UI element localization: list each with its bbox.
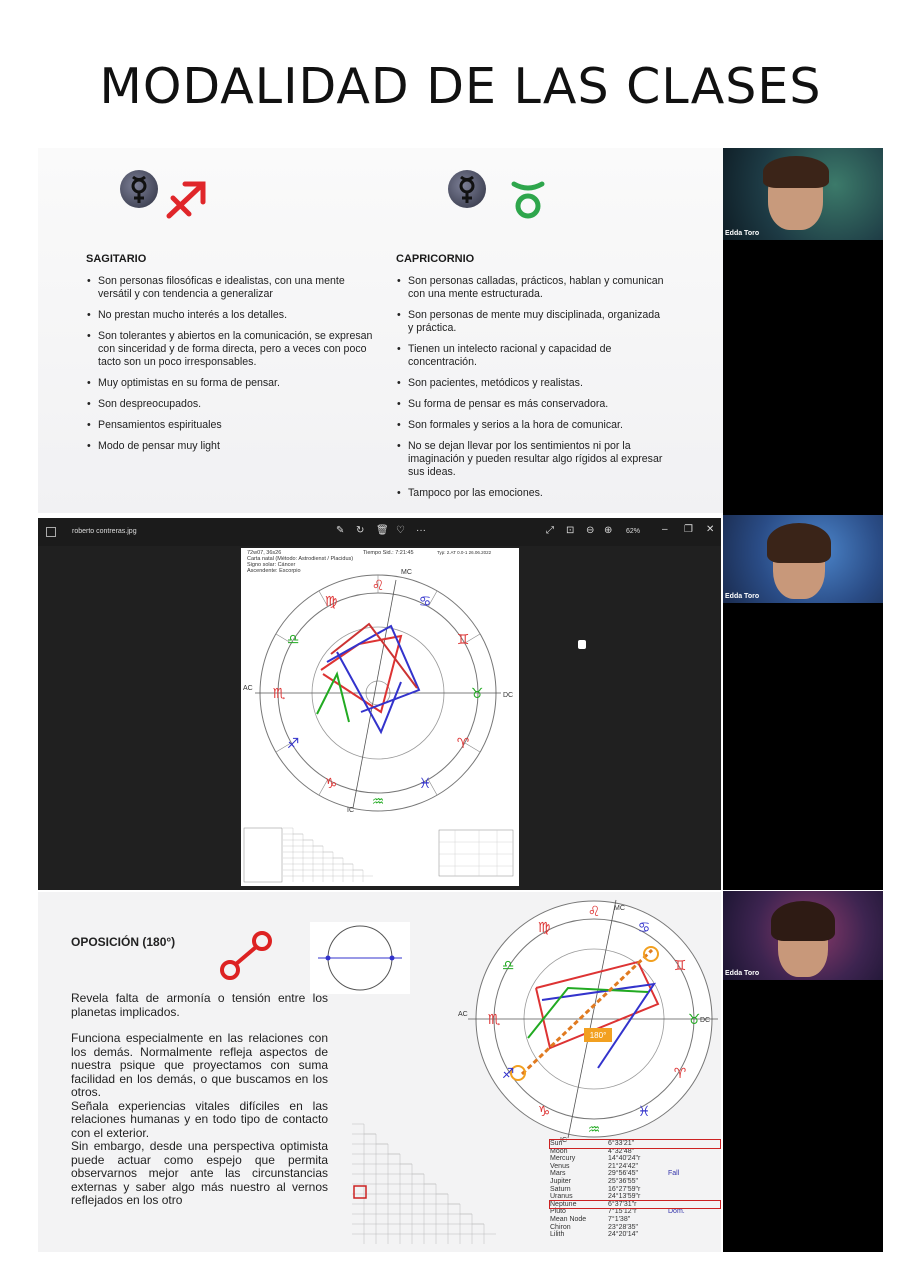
planet-name: Mean Node xyxy=(550,1215,587,1223)
video-area-empty xyxy=(723,603,883,890)
participant-hair xyxy=(767,523,831,563)
list-item: • Son personas calladas, prácticos, hablan y comunican con una mente estructurada. xyxy=(408,275,666,301)
video-area-empty xyxy=(723,980,883,1252)
planet-name: Mars xyxy=(550,1170,566,1178)
zoom-in-icon[interactable]: ⊕ xyxy=(604,525,613,536)
mc-label: MC xyxy=(401,569,412,576)
planet-name: Jupiter xyxy=(550,1177,572,1185)
svg-text:♑: ♑ xyxy=(537,1104,551,1120)
svg-text:♍: ♍ xyxy=(537,920,551,936)
planet-name: Chiron xyxy=(550,1223,571,1231)
svg-text:♉: ♉ xyxy=(687,1012,701,1028)
svg-text:♋: ♋ xyxy=(418,594,432,610)
svg-text:♈: ♈ xyxy=(456,736,470,752)
planet-pos: 6°37'31"r xyxy=(608,1200,637,1208)
ac-label: AC xyxy=(458,1011,468,1018)
list-item: • No se dejan llevar por los sentimientos ni por la imaginación y pueden resultar algo rígidos al expresar sus ideas. xyxy=(408,440,666,479)
planet-pos: 24°20'14" xyxy=(608,1231,638,1239)
planet-pos: 7°1'38" xyxy=(608,1215,631,1223)
chart-type: Typ: 2.AT 0.0-1 26.06.2022 xyxy=(437,550,492,555)
list-item: • Son pacientes, metódicos y realistas. xyxy=(408,377,666,390)
planet-name: Sun xyxy=(550,1140,563,1147)
dc-label: DC xyxy=(503,692,514,699)
paragraph: Revela falta de armonía o tensión entre los planetas implicados. xyxy=(71,991,328,1019)
svg-text:♌: ♌ xyxy=(371,578,385,594)
mercury-icon xyxy=(120,170,158,208)
time-label: Tiempo Sid.: xyxy=(363,550,394,556)
table-row xyxy=(550,1231,720,1239)
svg-text:♉: ♉ xyxy=(470,686,484,702)
table-row xyxy=(550,1155,720,1163)
planet-name: Venus xyxy=(550,1162,570,1170)
planet-pos: 21°24'42" xyxy=(608,1162,638,1170)
planet-note: Fall xyxy=(668,1170,680,1178)
svg-text:♒: ♒ xyxy=(371,794,385,810)
sagittarius-heading: SAGITARIO xyxy=(86,253,147,265)
opposition-diagram xyxy=(310,922,410,994)
opposition-icon xyxy=(218,930,274,982)
planet-pos: 16°27'59"r xyxy=(608,1185,641,1193)
planet-pos: 7°15'12"r xyxy=(608,1208,637,1216)
planet-name: Saturn xyxy=(550,1185,571,1193)
list-item: • Son formales y serios a la hora de comunicar. xyxy=(408,419,666,432)
capricorn-icon xyxy=(508,176,548,224)
svg-text:♊: ♊ xyxy=(673,958,687,974)
more-icon[interactable]: ··· xyxy=(416,525,426,536)
favorite-icon[interactable]: ♡ xyxy=(396,525,405,536)
table-row xyxy=(550,1170,720,1178)
aspect-grid xyxy=(348,1120,548,1248)
chart-line: Signo solar: Cáncer xyxy=(247,562,296,568)
paragraph: Señala experiencias vitales difíciles en las relaciones humanas y en todo tipo de contacto con el exterior. xyxy=(71,1098,328,1140)
app-icon xyxy=(46,527,56,537)
slide-mercury-signs xyxy=(38,148,723,513)
capricorn-column xyxy=(396,253,666,508)
participant-video-tile[interactable] xyxy=(723,515,883,603)
image-viewer-window xyxy=(38,518,721,890)
planet-pos: 4°32'48" xyxy=(608,1147,635,1155)
table-row xyxy=(550,1208,720,1216)
svg-text:♌: ♌ xyxy=(587,904,601,920)
list-item: • Son tolerantes y abiertos en la comunicación, se expresan con sinceridad y de forma directa, pero a veces con poco tacto son un poco irresponsables. xyxy=(98,330,376,369)
table-row xyxy=(550,1216,720,1224)
minimize-icon[interactable]: – xyxy=(662,524,668,535)
slide-heading: OPOSICIÓN (180°) xyxy=(71,935,176,949)
zoom-out-icon[interactable]: ⊖ xyxy=(586,525,595,536)
paragraph: Sin embargo, desde una perspectiva optimista puede actuar como espejo que permita observarnos mejor ante las circunstancias externas y saber algo más nuestro al vernos reflejados en los otro xyxy=(71,1139,328,1207)
list-item: • Tienen un intelecto racional y capacidad de concentración. xyxy=(408,343,666,369)
svg-text:♓: ♓ xyxy=(418,776,432,792)
svg-text:♓: ♓ xyxy=(637,1104,651,1120)
opposition-chart-wheel xyxy=(418,892,718,1142)
time-value: 7:21:45 xyxy=(395,550,414,556)
ic-label: IC xyxy=(560,1137,567,1142)
participant-name: Edda Toro xyxy=(725,593,760,600)
list-item: • No prestan mucho interés a los detalles. xyxy=(98,309,376,322)
capricorn-heading: CAPRICORNIO xyxy=(396,253,475,265)
table-row xyxy=(550,1178,720,1186)
participant-video-tile[interactable] xyxy=(723,148,883,240)
close-icon[interactable]: ✕ xyxy=(706,524,715,535)
planet-name: Lilith xyxy=(550,1231,565,1239)
slide-opposition xyxy=(38,892,721,1252)
planet-name: Pluto xyxy=(550,1208,566,1216)
planet-pos: 23°28'35" xyxy=(608,1223,638,1231)
dc-label: DC xyxy=(700,1017,711,1024)
svg-text:♒: ♒ xyxy=(587,1122,601,1138)
sagittarius-list xyxy=(86,275,376,453)
mercury-icon xyxy=(448,170,486,208)
svg-text:♐: ♐ xyxy=(501,1066,515,1082)
planet-name: Moon xyxy=(550,1147,568,1155)
aspect-grid xyxy=(243,826,517,884)
svg-text:♎: ♎ xyxy=(286,632,300,648)
participant-hair xyxy=(771,901,835,941)
planet-pos: 25°36'55" xyxy=(608,1177,638,1185)
participant-name: Edda Toro xyxy=(725,230,760,237)
ac-label: AC xyxy=(243,685,253,692)
sagittarius-icon xyxy=(163,178,208,220)
chart-line: Carta natal (Método: Astrodienst / Placidus) xyxy=(247,556,354,562)
svg-text:♏: ♏ xyxy=(487,1012,501,1028)
planet-name: Mercury xyxy=(550,1155,576,1163)
natal-chart-wheel xyxy=(241,562,519,812)
list-item: • Pensamientos espirituales xyxy=(98,419,376,432)
svg-text:♍: ♍ xyxy=(324,594,338,610)
svg-text:♈: ♈ xyxy=(673,1066,687,1082)
list-item: • Tampoco por las emociones. xyxy=(408,487,666,500)
sagittarius-column xyxy=(86,253,376,461)
edit-icon[interactable]: ✎ xyxy=(336,525,345,536)
planet-table xyxy=(550,1140,720,1239)
table-row xyxy=(550,1193,720,1201)
svg-text:♐: ♐ xyxy=(286,736,300,752)
fit-icon[interactable]: ⊡ xyxy=(566,525,575,536)
capricorn-list xyxy=(396,275,666,500)
aspect-badge: 180° xyxy=(589,1031,607,1040)
viewer-filename: roberto contreras.jpg xyxy=(72,528,137,535)
slide-body xyxy=(71,992,328,1221)
restore-icon[interactable]: ❐ xyxy=(684,524,693,535)
list-item: • Muy optimistas en su forma de pensar. xyxy=(98,377,376,390)
viewer-toolbar xyxy=(38,518,721,546)
participant-video-tile[interactable] xyxy=(723,891,883,980)
chart-line: Ascendente: Escorpio xyxy=(247,568,301,574)
table-row xyxy=(550,1140,720,1148)
chart-header: 72w07, 36s26 xyxy=(247,550,282,556)
planet-name: Neptune xyxy=(550,1200,577,1208)
svg-text:♏: ♏ xyxy=(272,686,286,702)
delete-icon[interactable]: 🗑 xyxy=(376,525,389,536)
planet-note: Dom. xyxy=(668,1208,685,1216)
svg-text:♊: ♊ xyxy=(456,632,470,648)
natal-chart-image xyxy=(241,548,519,886)
mouse-cursor-icon xyxy=(578,640,586,649)
participant-hair xyxy=(763,156,829,188)
video-area-empty xyxy=(723,240,883,515)
fullscreen-icon[interactable]: ⤢ xyxy=(546,525,554,536)
list-item: • Su forma de pensar es más conservadora. xyxy=(408,398,666,411)
paragraph: Funciona especialmente en las relaciones con los demás. Normalmente refleja aspectos de nuestra psique que proyectamos con suma facilidad en los demás, o que buscamos en los otros. xyxy=(71,1031,328,1099)
planet-pos: 14°40'24"r xyxy=(608,1155,641,1163)
list-item: • Son despreocupados. xyxy=(98,398,376,411)
zoom-level: 62% xyxy=(626,528,641,535)
svg-text:♎: ♎ xyxy=(501,958,515,974)
list-item: • Modo de pensar muy light xyxy=(98,440,376,453)
list-item: • Son personas filosóficas e idealistas, con una mente versátil y con tendencia a generalizar xyxy=(98,275,376,301)
planet-name: Uranus xyxy=(550,1193,573,1201)
page-title: MODALIDAD DE LAS CLASES xyxy=(99,58,822,115)
rotate-icon[interactable]: ↻ xyxy=(356,525,365,536)
planet-pos: 29°56'45" xyxy=(608,1170,638,1178)
mc-label: MC xyxy=(614,905,625,912)
sidereal-time xyxy=(363,550,414,556)
participant-name: Edda Toro xyxy=(725,970,760,977)
svg-text:♋: ♋ xyxy=(637,920,651,936)
planet-pos: 24°13'59"r xyxy=(608,1193,641,1201)
table-row xyxy=(550,1224,720,1232)
planet-pos: 6°33'21" xyxy=(608,1140,635,1147)
ic-label: IC xyxy=(347,807,354,812)
svg-text:♑: ♑ xyxy=(324,776,338,792)
list-item: • Son personas de mente muy disciplinada, organizada y práctica. xyxy=(408,309,666,335)
